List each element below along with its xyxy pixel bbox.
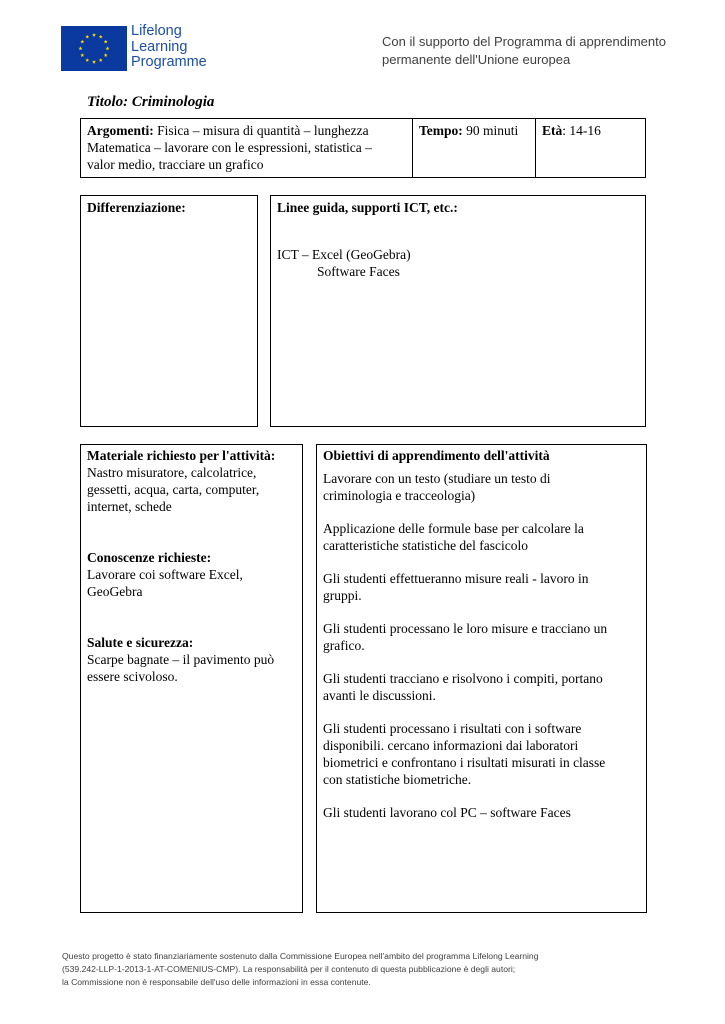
time-label: Tempo: — [419, 123, 463, 138]
summary-table — [80, 118, 646, 178]
objective-line: Gli studenti tracciano e risolvono i compiti, portano — [323, 671, 603, 686]
materials-line: gessetti, acqua, carta, computer, — [87, 482, 260, 497]
knowledge-line: Lavorare coi software Excel, — [87, 567, 243, 582]
programme-logo-text — [131, 24, 207, 71]
support-note-line: Con il supporto del Programma di apprendimento — [382, 34, 666, 49]
objective-line: grafico. — [323, 638, 365, 653]
requirements-box — [80, 444, 303, 913]
time-value: 90 minuti — [466, 123, 519, 138]
safety-line: Scarpe bagnate – il pavimento può — [87, 652, 275, 667]
safety-line: essere scivoloso. — [87, 669, 178, 684]
eu-stars-icon — [61, 26, 127, 71]
objective-paragraph — [323, 620, 646, 654]
guidelines-line: Software Faces — [317, 264, 400, 279]
guidelines-label: Linee guida, supporti ICT, etc.: — [277, 200, 458, 215]
objective-paragraph — [323, 670, 646, 704]
eu-flag-logo — [61, 26, 127, 71]
footer-disclaimer — [62, 950, 538, 989]
objectives-box — [316, 444, 647, 913]
objective-line: Applicazione delle formule base per calcolare la — [323, 521, 584, 536]
logo-line: Lifelong — [131, 23, 182, 39]
objective-paragraph — [323, 520, 646, 554]
objective-line: gruppi. — [323, 588, 362, 603]
footer-line: (539.242-LLP-1-2013-1-AT-COMENIUS-CMP). La responsabilità per il contenuto di questa pubblicazione è degli autori; — [62, 964, 516, 974]
objective-paragraph — [323, 720, 646, 788]
guidelines-line: ICT – Excel (GeoGebra) — [277, 247, 411, 262]
objective-paragraph — [323, 470, 646, 504]
materials-label: Materiale richiesto per l'attività: — [87, 448, 276, 463]
differentiation-box — [80, 195, 258, 427]
time-cell — [412, 119, 535, 177]
objective-line: biometrici e confrontano i risultati misurati in classe — [323, 755, 606, 770]
age-label: Età — [542, 123, 563, 138]
differentiation-label: Differenziazione: — [87, 200, 186, 215]
knowledge-label: Conoscenze richieste: — [87, 550, 212, 565]
objective-line: con statistiche biometriche. — [323, 772, 472, 787]
topics-line: Fisica – misura di quantità – lunghezza — [157, 123, 369, 138]
safety-label: Salute e sicurezza: — [87, 635, 194, 650]
knowledge-line: GeoGebra — [87, 584, 143, 599]
objective-line: caratteristiche statistiche del fascicolo — [323, 538, 529, 553]
topics-label: Argomenti: — [87, 123, 154, 138]
objective-line: Gli studenti lavorano col PC – software Faces — [323, 805, 571, 820]
document-title: Titolo: Criminologia — [87, 94, 215, 110]
logo-line: Programme — [131, 54, 207, 70]
topics-line: Matematica – lavorare con le espressioni, statistica – — [87, 140, 372, 155]
objective-paragraph — [323, 570, 646, 604]
objective-line: criminologia e tracceologia) — [323, 488, 476, 503]
objective-paragraph — [323, 804, 646, 821]
guidelines-box — [270, 195, 646, 427]
objectives-list — [323, 470, 646, 821]
objective-line: Lavorare con un testo (studiare un testo di — [323, 471, 551, 486]
objective-line: Gli studenti processano i risultati con i software — [323, 721, 582, 736]
support-note-line: permanente dell'Unione europea — [382, 52, 571, 67]
topics-cell — [81, 119, 412, 177]
age-cell — [535, 119, 645, 177]
support-note — [382, 33, 682, 69]
objective-line: Gli studenti processano le loro misure e tracciano un — [323, 621, 608, 636]
objective-line: disponibili. cercano informazioni dai laboratori — [323, 738, 579, 753]
objectives-label: Obiettivi di apprendimento dell'attività — [323, 448, 550, 463]
footer-line: Questo progetto è stato finanziariamente sostenuto dalla Commissione Europea nell'ambito del programma Lifelong Learning — [62, 951, 539, 961]
materials-line: internet, schede — [87, 499, 172, 514]
objective-line: Gli studenti effettueranno misure reali - lavoro in — [323, 571, 589, 586]
objective-line: avanti le discussioni. — [323, 688, 436, 703]
logo-line: Learning — [131, 38, 188, 55]
footer-line: la Commissione non è responsabile dell'uso delle informazioni in essa contenute. — [62, 977, 371, 987]
materials-line: Nastro misuratore, calcolatrice, — [87, 465, 257, 480]
topics-line: valor medio, tracciare un grafico — [87, 157, 264, 172]
age-value: : 14-16 — [562, 123, 601, 138]
